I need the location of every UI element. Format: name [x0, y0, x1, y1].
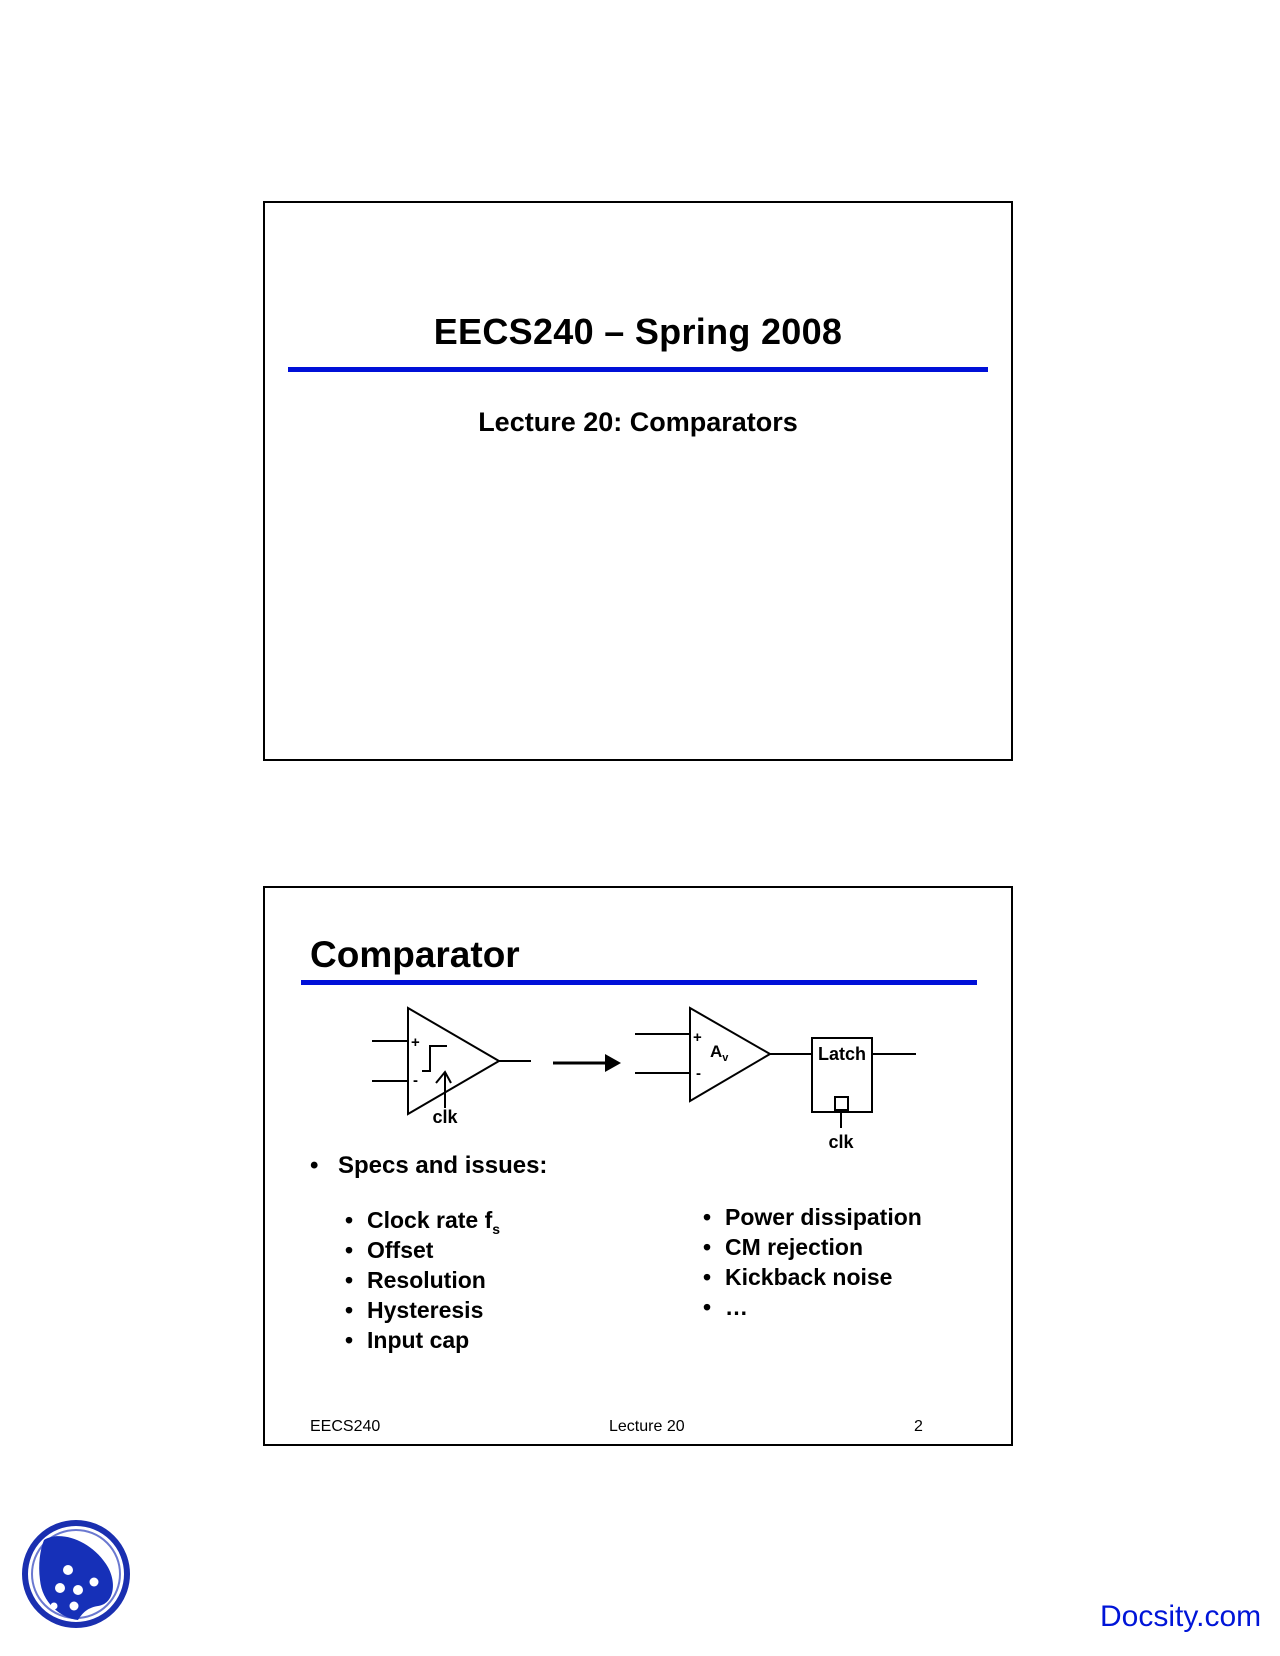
minus-sign: -	[413, 1072, 418, 1089]
clk-label-right: clk	[828, 1132, 854, 1152]
comparator-triangle	[408, 1008, 499, 1114]
comparator-slide	[263, 886, 1013, 1446]
bullet-icon: •	[310, 1152, 319, 1179]
arrow-head-icon	[605, 1054, 621, 1072]
list-item: • Clock rate $f_s$	[345, 1207, 501, 1237]
list-item: • Hysteresis	[345, 1297, 484, 1323]
list-item: • CM rejection	[703, 1234, 864, 1260]
footer-course: EECS240	[310, 1418, 381, 1435]
amp-plus-sign: +	[693, 1029, 702, 1046]
bullet-icon: •	[703, 1234, 712, 1260]
course-title: EECS240 – Spring 2008	[433, 311, 843, 352]
title-rule	[288, 367, 988, 372]
docsity-logo-icon[interactable]	[20, 1518, 132, 1630]
main-bullet	[310, 1152, 547, 1180]
main-bullet-text: Specs and issues:	[338, 1152, 548, 1179]
slide-title: Comparator	[310, 934, 520, 975]
footer-lecture: Lecture 20	[609, 1418, 685, 1435]
footer-page-number: 2	[914, 1418, 923, 1435]
list-item: • Input cap	[345, 1327, 470, 1353]
bullet-icon: •	[703, 1264, 712, 1290]
clock-edge-symbol	[436, 1072, 451, 1083]
specs-list-left	[345, 1205, 500, 1355]
step-symbol	[422, 1046, 447, 1071]
amp-minus-sign: -	[696, 1065, 701, 1082]
bullet-icon: •	[345, 1237, 354, 1263]
lecture-subtitle: Lecture 20: Comparators	[478, 407, 798, 437]
title-slide	[263, 201, 1013, 761]
list-item: • Offset	[345, 1237, 434, 1263]
plus-sign: +	[411, 1034, 420, 1051]
bullet-icon: •	[345, 1267, 354, 1293]
docsity-brand-link[interactable]: Docsity.com	[1100, 1600, 1262, 1633]
list-item: • Resolution	[345, 1267, 486, 1293]
list-item: • Power dissipation	[703, 1204, 922, 1230]
amplifier-triangle	[690, 1008, 770, 1101]
gain-label: $A_v$	[710, 1042, 729, 1064]
list-item: • Kickback noise	[703, 1264, 893, 1290]
latch-clock-box	[835, 1097, 848, 1110]
specs-list-right	[703, 1202, 922, 1322]
bullet-icon: •	[703, 1294, 712, 1320]
bullet-icon: •	[345, 1297, 354, 1323]
bullet-icon: •	[703, 1204, 712, 1230]
bullet-icon: •	[345, 1207, 354, 1233]
bullet-icon: •	[345, 1327, 354, 1353]
latch-label: Latch	[817, 1044, 867, 1064]
list-item: • …	[703, 1294, 748, 1320]
clk-label-left: clk	[432, 1107, 458, 1127]
